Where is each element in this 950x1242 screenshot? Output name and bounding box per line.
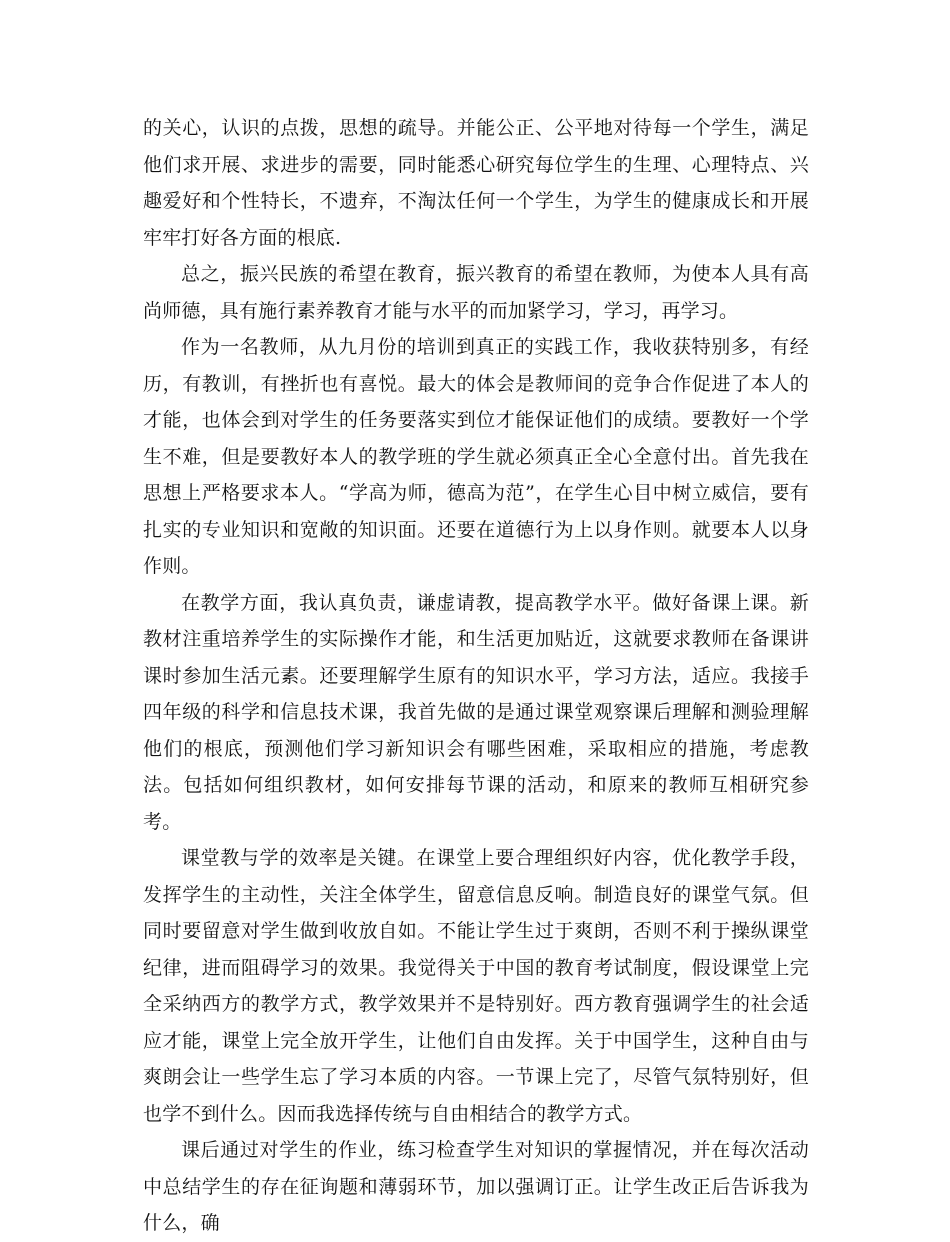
paragraph-4: 在教学方面，我认真负责，谦虚请教，提高教学水平。做好备课上课。新教材注重培养学生的实际操作才能，和生活更加贴近，这就要求教师在备课讲课时参加生活元素。还要理解学生原有的知识水平，学习方法，适应。我接手四年级的科学和信息技术课，我首先做的是通过课堂观察课后理解和测验理解他们的根底，预测他们学习新知识会有哪些困难，采取相应的措施，考虑教法。包括如何组织教材，如何安排每节课的活动，和原来的教师互相研究参考。 (143, 591, 809, 833)
paragraph-6: 课后通过对学生的作业，练习检查学生对知识的掌握情况，并在每次活动中总结学生的存在征询题和薄弱环节，加以强调订正。让学生改正后告诉我为什么，确 (143, 1139, 809, 1234)
paragraph-3: 作为一名教师，从九月份的培训到真正的实践工作，我收获特别多，有经历，有教训，有挫折也有喜悦。最大的体会是教师间的竞争合作促进了本人的才能，也体会到对学生的任务要落实到位才能保证他们的成绩。要教好一个学生不难，但是要教好本人的教学班的学生就必须真正全心全意付出。首先我在思想上严格要求本人。“学高为师，德高为范”，在学生心目中树立威信，要有扎实的专业知识和宽敞的知识面。还要在道德行为上以身作则。就要本人以身作则。 (143, 336, 809, 577)
paragraph-1: 的关心，认识的点拨，思想的疏导。并能公正、公平地对待每一个学生，满足他们求开展、求进步的需要，同时能悉心研究每位学生的生理、心理特点、兴趣爱好和个性特长，不遗弃，不淘汰任何一个学生，为学生的健康成长和开展牢牢打好各方面的根底. (143, 117, 809, 249)
document-page (143, 110, 809, 1242)
paragraph-2: 总之，振兴民族的希望在教育，振兴教育的希望在教师，为使本人具有高尚师德，具有施行素养教育才能与水平的而加紧学习，学习，再学习。 (143, 263, 809, 322)
paragraph-5: 课堂教与学的效率是关键。在课堂上要合理组织好内容，优化教学手段，发挥学生的主动性，关注全体学生，留意信息反响。制造良好的课堂气氛。但同时要留意对学生做到收放自如。不能让学生过于爽朗，否则不利于操纵课堂纪律，进而阻碍学习的效果。我觉得关于中国的教育考试制度，假设课堂上完全采纳西方的教学方式，教学效果并不是特别好。西方教育强调学生的社会适应才能，课堂上完全放开学生，让他们自由发挥。关于中国学生，这种自由与爽朗会让一些学生忘了学习本质的内容。一节课上完了，尽管气氛特别好，但也学不到什么。因而我选择传统与自由相结合的教学方式。 (143, 847, 809, 1125)
